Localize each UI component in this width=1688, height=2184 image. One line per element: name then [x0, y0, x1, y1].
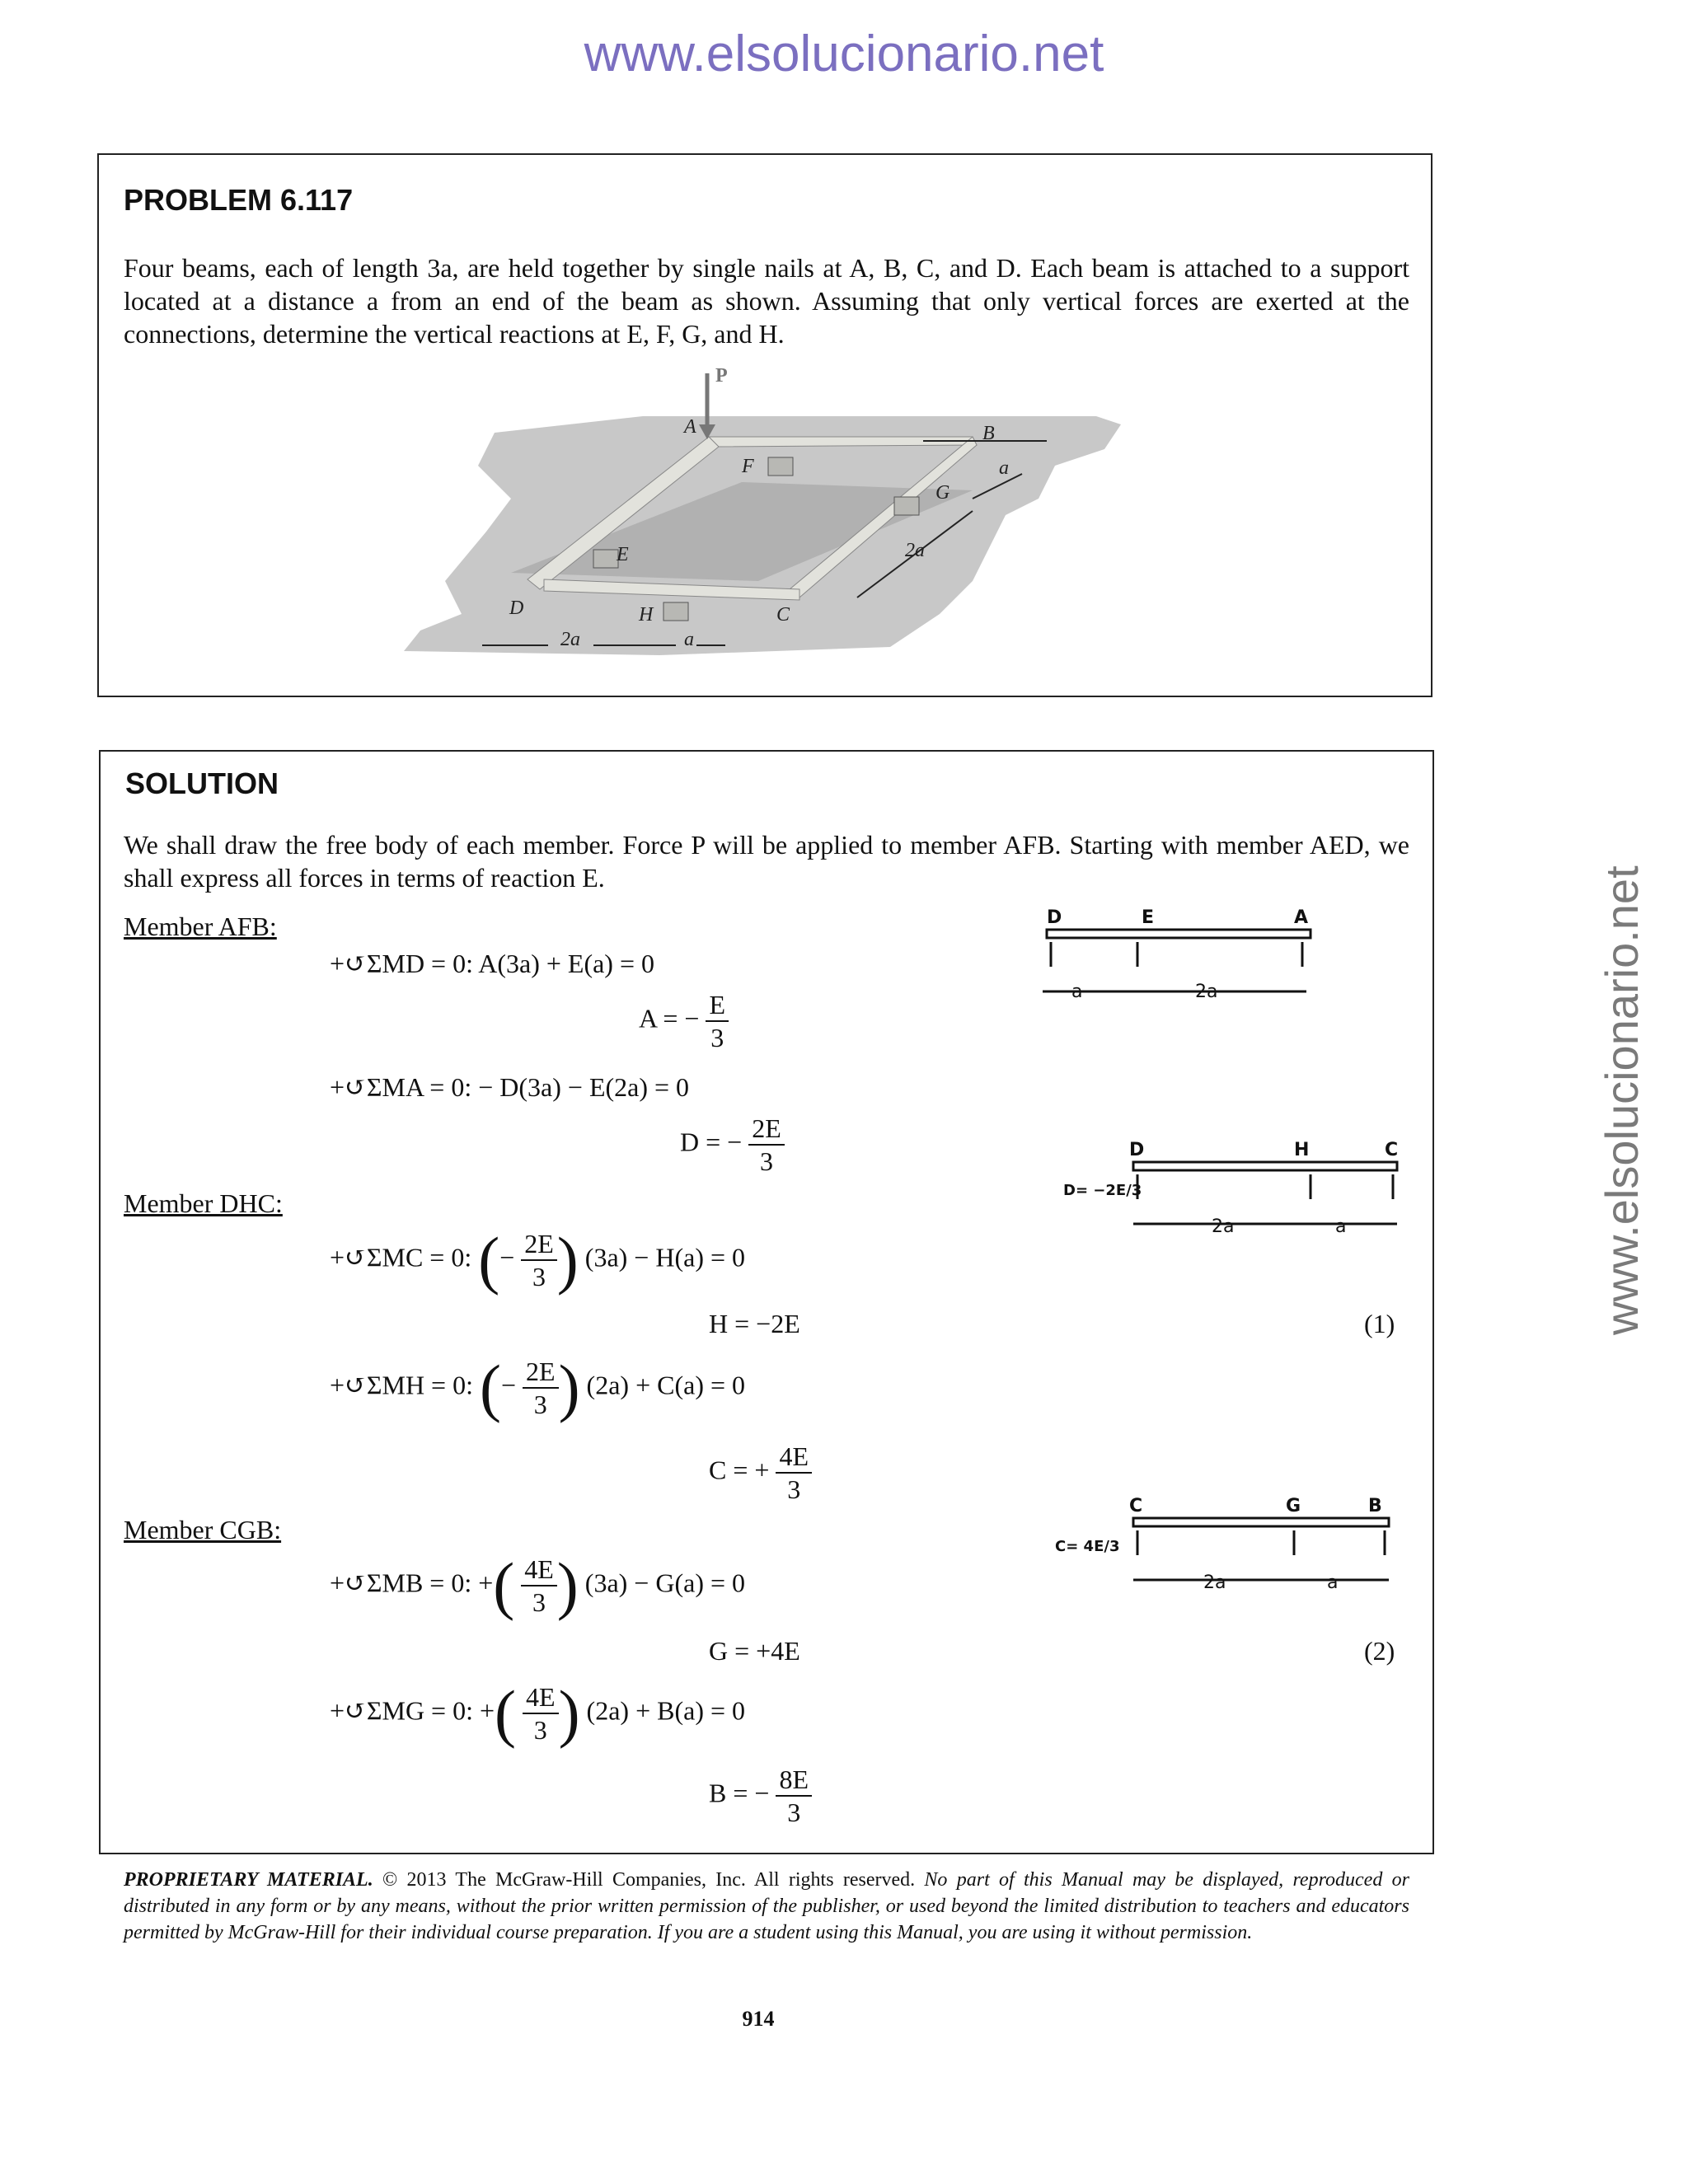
- eq-a-lhs: A = −: [639, 1003, 700, 1033]
- label-p: P: [715, 367, 728, 387]
- fbd1-dim-a: a: [1071, 982, 1083, 1002]
- eq-b-den: 3: [787, 1797, 801, 1827]
- fbd3-dim-2a: 2a: [1203, 1572, 1226, 1593]
- fbd-dhc: [1063, 1137, 1409, 1244]
- eq-d-num: 2E: [748, 1113, 785, 1146]
- eq-c-lhs: C = +: [709, 1455, 770, 1485]
- support-e: [593, 550, 618, 568]
- eq-sum-mg: +↺ΣMG = 0: +( $\frac{4E}{3}$ ) (2a) + B(a) = 0: [330, 1677, 746, 1749]
- eq-c-den: 3: [787, 1474, 801, 1504]
- eq-c-result: [709, 1441, 812, 1505]
- eq-a-result: [639, 989, 729, 1053]
- eq-sum-mc-num: 2E: [521, 1228, 557, 1261]
- eq-sum-mc-den: 3: [532, 1262, 546, 1291]
- eq-sum-mg-sign: +: [479, 1695, 495, 1726]
- eq-b-lhs: B = −: [709, 1778, 770, 1808]
- fbd2-dim-a: a: [1335, 1216, 1347, 1237]
- eq-number-1: (1): [1364, 1309, 1395, 1338]
- fbd-afb: [1030, 905, 1327, 1012]
- support-f: [768, 457, 793, 476]
- fbd3-label-b: B: [1368, 1496, 1382, 1516]
- eq-d-den: 3: [759, 1146, 773, 1176]
- fbd-cgb: [1055, 1493, 1401, 1601]
- eq-g-result: G = +4E: [709, 1636, 800, 1666]
- solution-intro: We shall draw the free body of each member. Force P will be applied to member AFB. Starting with member AED, we shall express all forces in terms of reaction E.: [124, 830, 1409, 893]
- label-a-dim-bottom: a: [684, 629, 694, 650]
- label-2a-dim-bottom: 2a: [560, 629, 580, 650]
- problem-figure: [396, 367, 1121, 663]
- eq-c-num: 4E: [776, 1441, 812, 1474]
- eq-sum-mb-pre: +↺ΣMB = 0:: [330, 1568, 472, 1598]
- eq-sum-mc-post: (3a) − H(a) = 0: [584, 1242, 746, 1272]
- label-b-point: B: [982, 423, 995, 444]
- fbd2-label-h: H: [1294, 1140, 1310, 1160]
- eq-sum-mc-sign: −: [499, 1242, 515, 1272]
- problem-title: PROBLEM 6.117: [124, 183, 354, 217]
- eq-sum-mh-sign: −: [500, 1370, 517, 1400]
- footer-lead: PROPRIETARY MATERIAL.: [124, 1869, 373, 1891]
- member-dhc-heading: Member DHC:: [124, 1188, 283, 1218]
- footer-copyright: © 2013 The McGraw-Hill Companies, Inc. All rights reserved.: [373, 1869, 925, 1891]
- eq-sum-mb-sign: +: [478, 1568, 494, 1598]
- fbd1-label-e: E: [1142, 907, 1155, 928]
- support-g: [894, 497, 919, 515]
- eq-sum-mg-pre: +↺ΣMG = 0:: [330, 1695, 473, 1726]
- eq-sum-mc: +↺ΣMC = 0: (− $\frac{2E}{3}$ ) (3a) − H(a) = 0: [330, 1224, 746, 1296]
- fbd3-label-g: G: [1286, 1496, 1301, 1516]
- eq-sum-mh-pre: +↺ΣMH = 0:: [330, 1370, 473, 1400]
- member-cgb-heading: Member CGB:: [124, 1515, 282, 1544]
- eq-sum-mc-pre: +↺ΣMC = 0:: [330, 1242, 472, 1272]
- watermark-side: www.elsolucionario.net: [1596, 865, 1648, 1335]
- fbd1-dim-2a: 2a: [1195, 982, 1218, 1002]
- eq-sum-mb: +↺ΣMB = 0: +( $\frac{4E}{3}$ ) (3a) − G(a) = 0: [330, 1549, 746, 1621]
- fbd2-label-c: C: [1385, 1140, 1399, 1160]
- fbd1-label-a: A: [1294, 907, 1309, 928]
- eq-sum-mb-den: 3: [532, 1587, 546, 1617]
- eq-sum-mh-den: 3: [533, 1390, 547, 1419]
- fbd2-dim-2a: 2a: [1212, 1216, 1235, 1237]
- label-g-point: G: [935, 482, 950, 504]
- eq-a-den: 3: [710, 1023, 724, 1052]
- eq-sum-mb-post: (3a) − G(a) = 0: [584, 1568, 746, 1598]
- eq-sum-mh-post: (2a) + C(a) = 0: [586, 1370, 746, 1400]
- fbd1-label-d: D: [1047, 907, 1062, 928]
- eq-d-result: [680, 1113, 785, 1177]
- label-a-dim-right: a: [999, 457, 1009, 479]
- eq-a-num: E: [706, 989, 729, 1022]
- label-f-point: F: [742, 456, 754, 477]
- eq-sum-mh: +↺ΣMH = 0: (− $\frac{2E}{3}$ ) (2a) + C(a) = 0: [330, 1352, 746, 1423]
- eq-d-lhs: D = −: [680, 1127, 743, 1157]
- eq-sum-md: +↺ΣMD = 0: A(3a) + E(a) = 0: [330, 949, 654, 978]
- eq-sum-mg-post: (2a) + B(a) = 0: [586, 1695, 746, 1726]
- fbd3-dim-a: a: [1327, 1572, 1339, 1593]
- label-2a-dim-right: 2a: [905, 540, 925, 561]
- eq-b-num: 8E: [776, 1764, 812, 1797]
- eq-b-result: [709, 1764, 812, 1828]
- eq-sum-mg-den: 3: [533, 1715, 547, 1745]
- eq-sum-mh-num: 2E: [523, 1356, 559, 1389]
- eq-h-result: H = −2E: [709, 1309, 800, 1338]
- label-a-point: A: [684, 416, 696, 438]
- copyright-footer: [124, 1867, 1409, 1946]
- label-c-point: C: [776, 604, 790, 626]
- label-d-point: D: [509, 598, 524, 619]
- label-h-point: H: [639, 604, 654, 626]
- watermark-top: www.elsolucionario.net: [584, 26, 1104, 82]
- page-number: 914: [742, 2007, 775, 2031]
- fbd3-c-value: C= 4E/3: [1055, 1538, 1120, 1555]
- fbd2-d-value: D= −2E/3: [1063, 1182, 1142, 1199]
- label-e-point: E: [617, 544, 629, 565]
- eq-number-2: (2): [1364, 1636, 1395, 1666]
- fbd2-label-d: D: [1129, 1140, 1145, 1160]
- support-h: [663, 602, 688, 621]
- footer-rest: No part of this Manual may be displayed, reproduced or distributed in any form or by any means, without the prior written permission of the publisher, or used beyond the limited distribution to teachers and educators permitted by McGraw-Hill for their individual course preparation. If you are a student using this Manual, you are using it without permission.: [124, 1869, 1409, 1943]
- solution-title: SOLUTION: [125, 766, 279, 800]
- member-afb-heading: Member AFB:: [124, 912, 277, 941]
- eq-sum-mg-num: 4E: [523, 1681, 559, 1714]
- eq-sum-mb-num: 4E: [521, 1554, 557, 1586]
- fbd3-label-c: C: [1129, 1496, 1143, 1516]
- eq-sum-ma: +↺ΣMA = 0: − D(3a) − E(2a) = 0: [330, 1072, 690, 1102]
- problem-statement: Four beams, each of length 3a, are held together by single nails at A, B, C, and D. Each beam is attached to a support located at a distance a from an end of the beam as shown. Assuming that only vertical forces are exerted at the connections, determine the vertical reactions at E, F, G, and H.: [124, 253, 1409, 349]
